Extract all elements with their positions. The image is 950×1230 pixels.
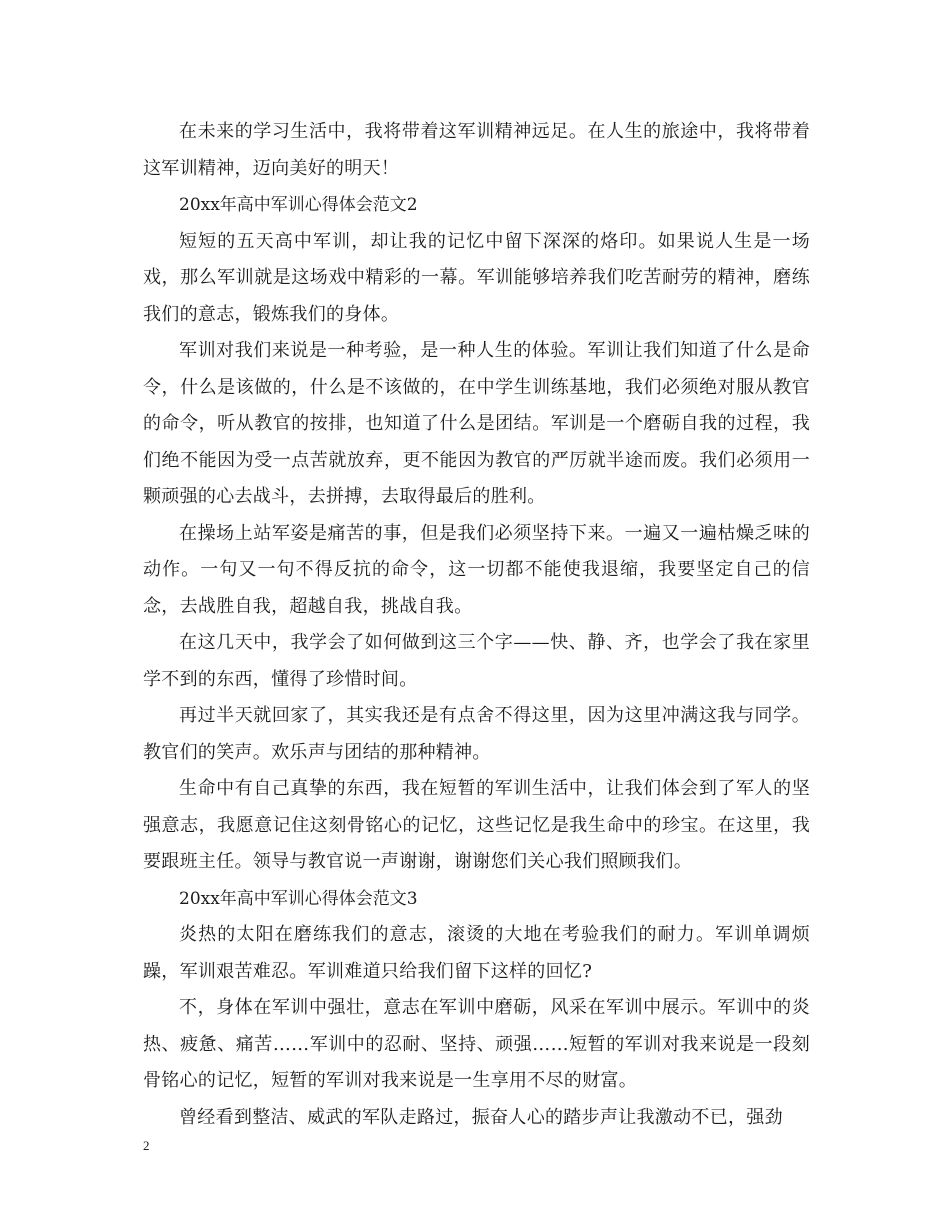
paragraph: 在未来的学习生活中，我将带着这军训精神远足。在人生的旅途中，我将带着这军训精神，迈向美好的明天！: [143, 121, 810, 179]
paragraph: 军训对我们来说是一种考验，是一种人生的体验。军训让我们知道了什么是命令，什么是该做的，什么是不该做的，在中学生训练基地，我们必须绝对服从教官的命令，听从教官的按排，也知道了什么是团结。军训是一个磨砺自我的过程，我们绝不能因为受一点苦就放弃，更不能因为教官的严厉就半途而废。我们必须用一颗顽强的心去战斗，去拼搏，去取得最后的胜利。: [143, 340, 810, 507]
paragraph: 在这几天中，我学会了如何做到这三个字——快、静、齐，也学会了我在家里学不到的东西，懂得了珍惜时间。: [143, 632, 810, 690]
paragraph: 不，身体在军训中强壮，意志在军训中磨砺，风采在军训中展示。军训中的炎热、疲惫、痛苦……军训中的忍耐、坚持、顽强……短暂的军训对我来说是一段刻骨铭心的记忆，短暂的军训对我来说是一生享用不尽的财富。: [143, 997, 810, 1091]
section-heading: 20xx年高中军训心得体会范文2: [179, 195, 418, 215]
paragraph: 短短的五天高中军训，却让我的记忆中留下深深的烙印。如果说人生是一场戏，那么军训就是这场戏中精彩的一幕。军训能够培养我们吃苦耐劳的精神，磨练我们的意志，锻炼我们的身体。: [143, 230, 810, 325]
page-number: 2: [143, 1138, 150, 1153]
paragraph: 再过半天就回家了，其实我还是有点舍不得这里，因为这里冲满这我与同学。教官们的笑声。欢乐声与团结的那种精神。: [143, 705, 810, 763]
paragraph: 曾经看到整洁、威武的军队走路过，振奋人心的踏步声让我激动不已，强劲: [179, 1106, 783, 1128]
document-body: [143, 114, 810, 1136]
paragraph: 生命中有自己真挚的东西，我在短暂的军训生活中，让我们体会到了军人的坚强意志，我愿意记住这刻骨铭心的记忆，这些记忆是我生命中的珍宝。在这里，我要跟班主任。领导与教官说一声谢谢，谢谢您们关心我们照顾我们。: [143, 778, 810, 872]
section-heading: 20xx年高中军训心得体会范文3: [179, 888, 418, 909]
paragraph: 在操场上站军姿是痛苦的事，但是我们必须坚持下来。一遍又一遍枯燥乏味的动作。一句又一句不得反抗的命令，这一切都不能使我退缩，我要坚定自己的信念，去战胜自我，超越自我，挑战自我。: [143, 522, 810, 617]
paragraph: 炎热的太阳在磨练我们的意志，滚烫的大地在考验我们的耐力。军训单调烦躁，军训艰苦难忍。军训难道只给我们留下这样的回忆?: [143, 924, 810, 982]
